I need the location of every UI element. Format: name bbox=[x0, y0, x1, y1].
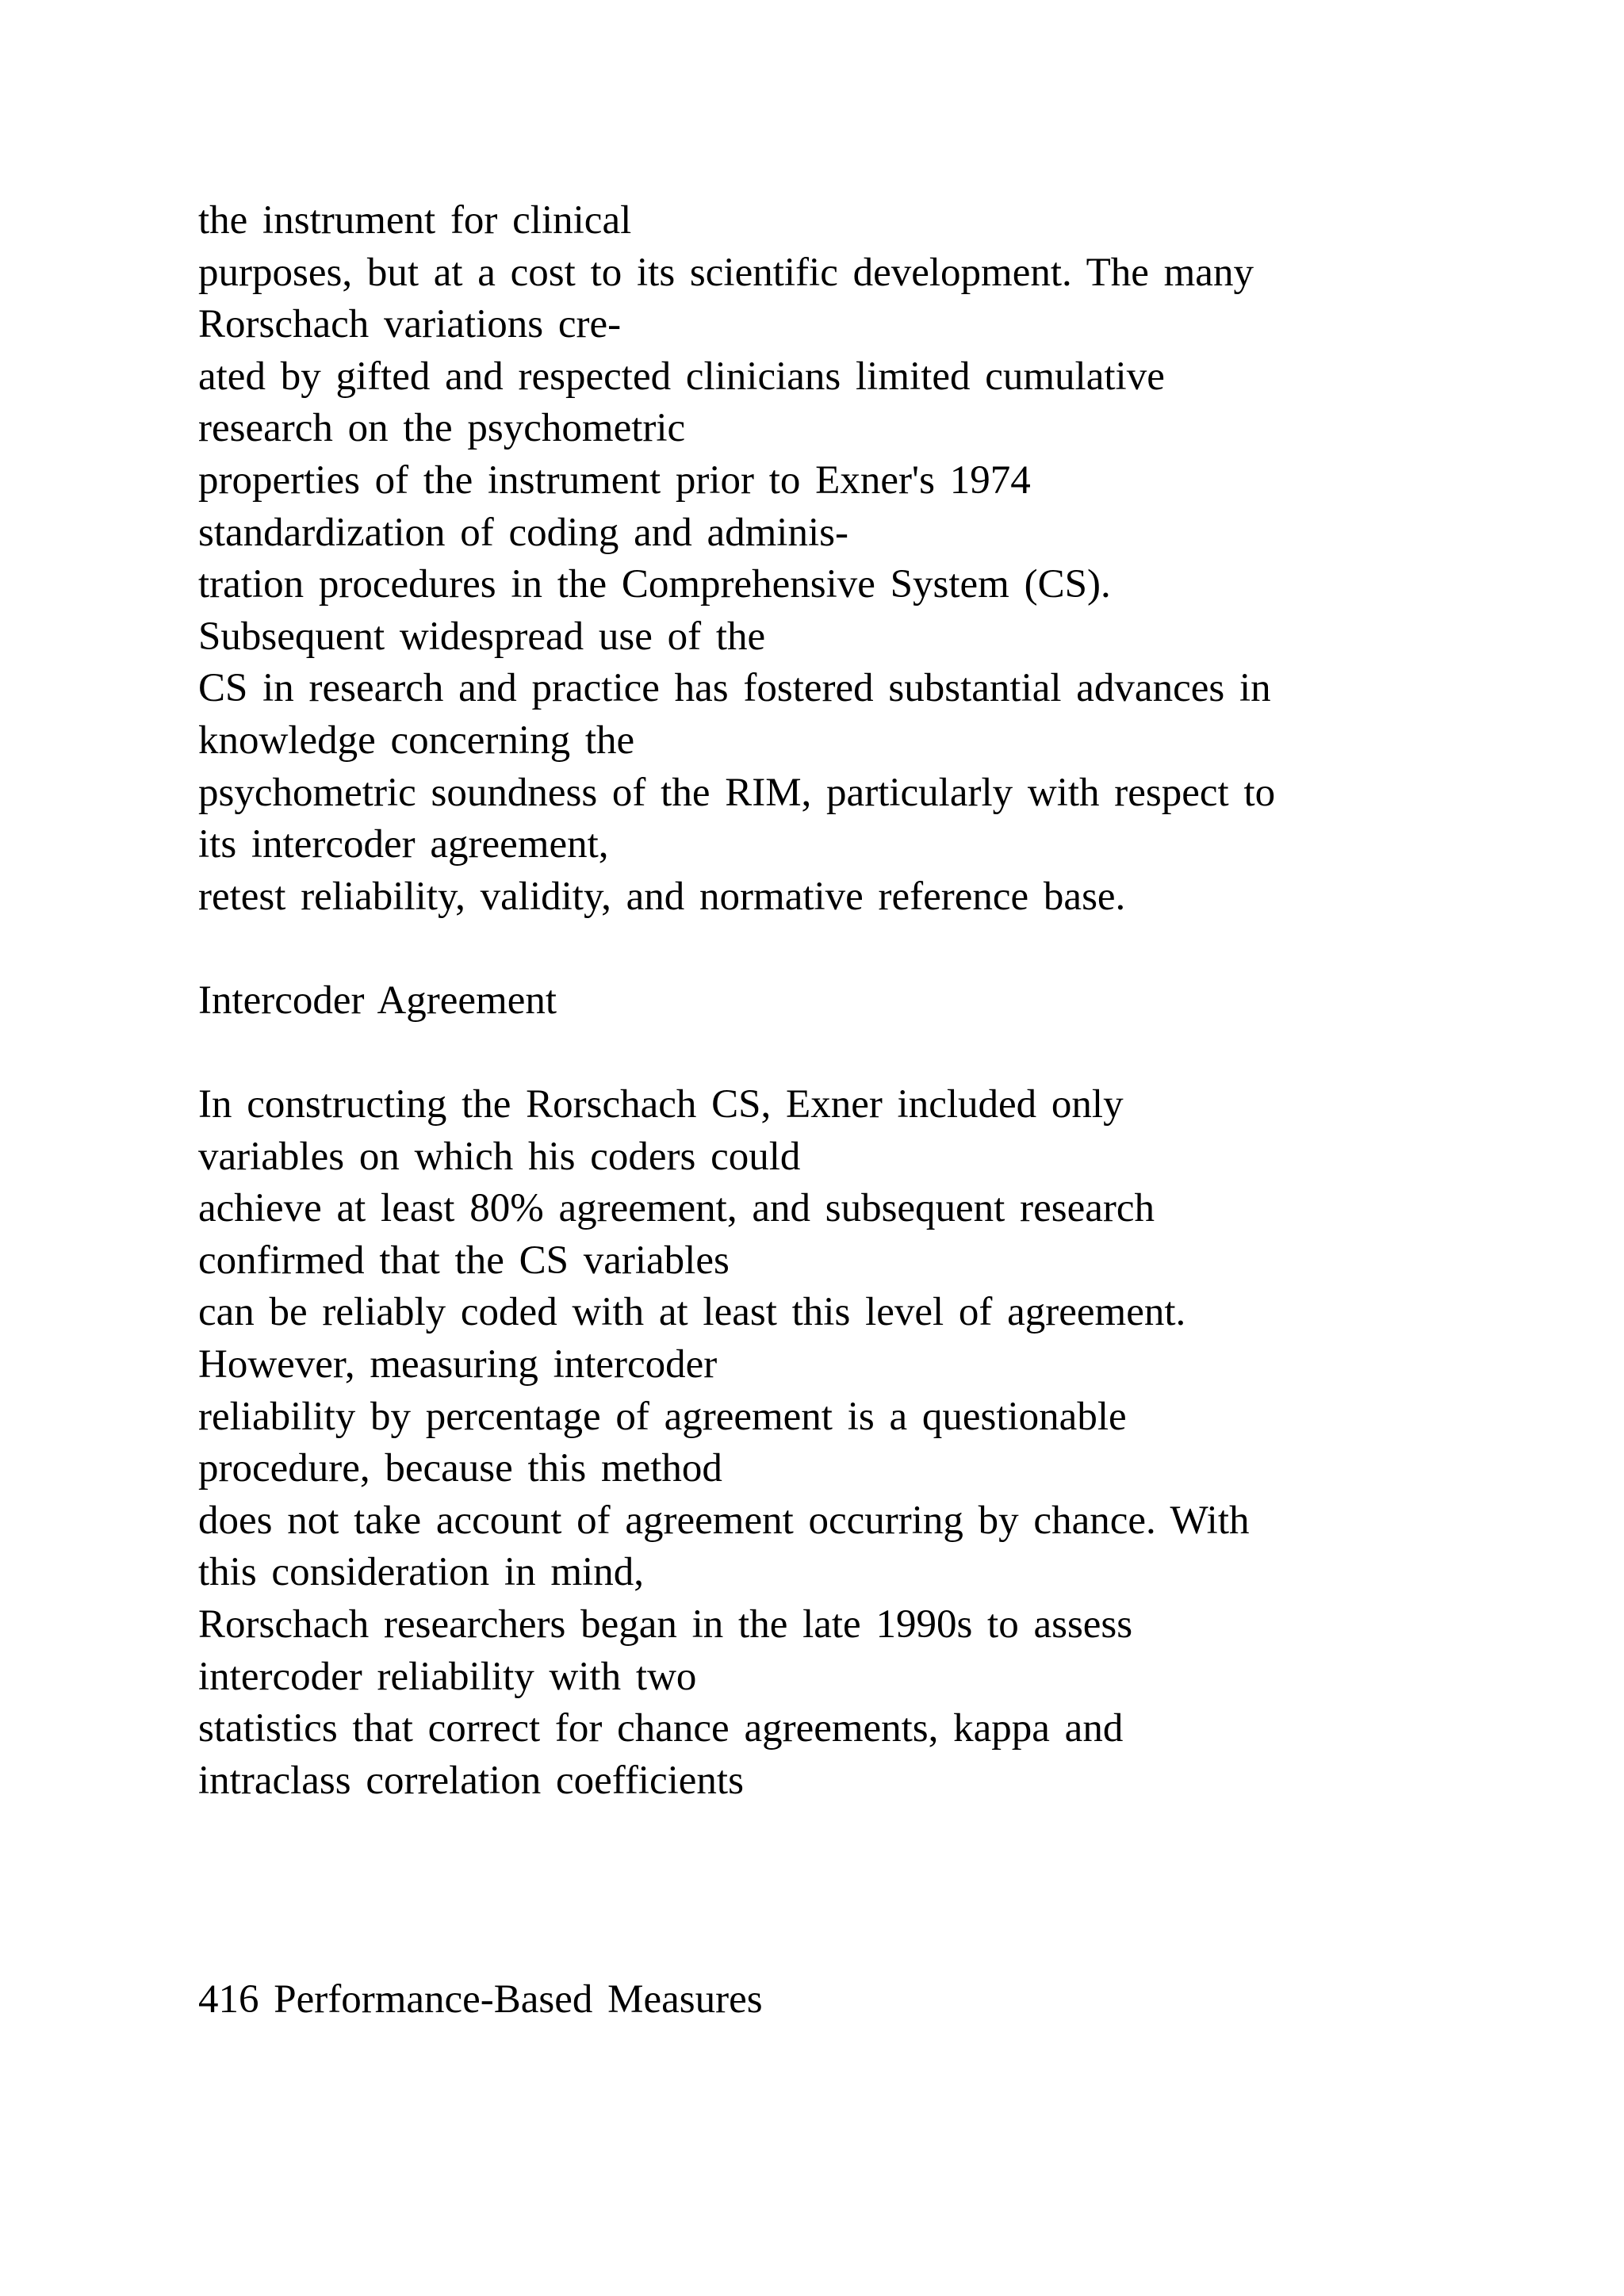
text-line: the instrument for clinical bbox=[198, 198, 632, 243]
text-line: tration procedures in the Comprehensive System (CS). bbox=[198, 562, 1111, 607]
text-line: does not take account of agreement occurring by chance. With bbox=[198, 1498, 1250, 1543]
text-line: retest reliability, validity, and normative reference base. bbox=[198, 874, 1126, 919]
paragraph-gap bbox=[198, 923, 1594, 975]
text-line: procedure, because this method bbox=[198, 1446, 722, 1491]
text-line: CS in research and practice has fostered substantial advances in bbox=[198, 666, 1271, 711]
text-line: purposes, but at a cost to its scientific development. The many bbox=[198, 250, 1254, 295]
text-line: this consideration in mind, bbox=[198, 1550, 644, 1595]
text-line: In constructing the Rorschach CS, Exner included only bbox=[198, 1082, 1124, 1127]
text-line: knowledge concerning the bbox=[198, 718, 635, 763]
section-heading: Intercoder Agreement bbox=[198, 978, 557, 1023]
text-line: Subsequent widespread use of the bbox=[198, 614, 766, 659]
text-line: However, measuring intercoder bbox=[198, 1342, 718, 1387]
text-line: psychometric soundness of the RIM, particularly with respect to bbox=[198, 770, 1276, 815]
text-line: reliability by percentage of agreement is a questionable bbox=[198, 1394, 1127, 1439]
text-line: intraclass correlation coefficients bbox=[198, 1758, 744, 1803]
text-line: standardization of coding and adminis- bbox=[198, 510, 848, 555]
text-line: ated by gifted and respected clinicians limited cumulative bbox=[198, 354, 1165, 399]
paragraph-1 bbox=[198, 195, 1594, 923]
text-line: achieve at least 80% agreement, and subsequent research bbox=[198, 1186, 1155, 1231]
text-line: intercoder reliability with two bbox=[198, 1654, 697, 1699]
paragraph-2 bbox=[198, 1079, 1594, 1807]
text-line: research on the psychometric bbox=[198, 406, 686, 451]
text-line: properties of the instrument prior to Exner's 1974 bbox=[198, 457, 1031, 503]
text-line: can be reliably coded with at least this level of agreement. bbox=[198, 1290, 1186, 1335]
page-footer: 416 Performance-Based Measures bbox=[198, 1977, 763, 2022]
text-line: statistics that correct for chance agreements, kappa and bbox=[198, 1706, 1124, 1751]
text-line: Rorschach researchers began in the late 1990s to assess bbox=[198, 1602, 1133, 1647]
body-text bbox=[198, 195, 1594, 1807]
text-line: its intercoder agreement, bbox=[198, 822, 609, 867]
paragraph-gap bbox=[198, 1027, 1594, 1080]
text-line: confirmed that the CS variables bbox=[198, 1238, 730, 1283]
text-line: Rorschach variations cre- bbox=[198, 302, 622, 347]
text-line: variables on which his coders could bbox=[198, 1134, 801, 1179]
